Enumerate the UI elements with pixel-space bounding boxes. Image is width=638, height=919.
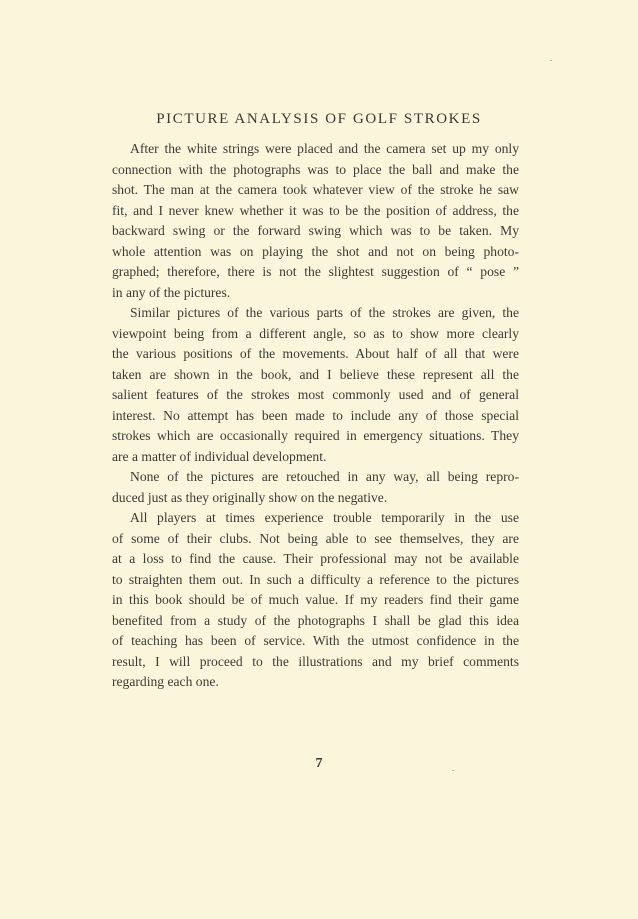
- text-line: of teaching has been of service. With the utmost confidence in the: [112, 633, 519, 648]
- text-line: backward swing or the forward swing which was to be taken. My: [112, 223, 519, 238]
- text-line: All players at times experience trouble temporarily in the use: [130, 510, 519, 525]
- text-line: duced just as they originally show on the negative.: [112, 489, 388, 505]
- text-line: taken are shown in the book, and I believe these represent all the: [112, 366, 519, 382]
- text-line: None of the pictures are retouched in any way, all being repro-: [130, 469, 519, 484]
- text-line: the various positions of the movements. About half of all that were: [112, 346, 519, 361]
- text-line: whole attention was on playing the shot and not on being photo-: [112, 243, 519, 259]
- text-line: interest. No attempt has been made to include any of those special: [112, 407, 519, 423]
- text-line: of some of their clubs. Not being able to see themselves, they are: [112, 530, 519, 546]
- text-line: in this book should be of much value. If my readers find their game: [112, 592, 519, 607]
- text-line: are a matter of individual development.: [112, 448, 327, 464]
- text-line: shot. The man at the camera took whatever view of the stroke he saw: [112, 182, 519, 197]
- text-line: connection with the photographs was to place the ball and make the: [112, 161, 519, 177]
- paper-speck: [550, 60, 552, 61]
- text-line: After the white strings were placed and the camera set up my only: [130, 141, 519, 156]
- text-line: graphed; therefore, there is not the slightest suggestion of “ pose ”: [112, 264, 519, 279]
- text-line: salient features of the strokes most commonly used and of general: [112, 387, 519, 402]
- text-line: to straighten them out. In such a difficulty a reference to the pictures: [112, 571, 519, 587]
- text-line: viewpoint being from a different angle, so as to show more clearly: [112, 325, 519, 341]
- paragraph: [112, 303, 519, 467]
- text-line: strokes which are occasionally required in emergency situations. They: [112, 428, 519, 443]
- paragraph: [112, 467, 519, 508]
- text-line: in any of the pictures.: [112, 284, 231, 300]
- text-line: result, I will proceed to the illustrations and my brief comments: [112, 653, 519, 669]
- paragraph: [112, 139, 519, 303]
- paragraph: [112, 508, 519, 693]
- page-heading: PICTURE ANALYSIS OF GOLF STROKES: [156, 111, 482, 127]
- text-line: regarding each one.: [112, 674, 219, 689]
- text-line: at a loss to find the cause. Their professional may not be available: [112, 551, 519, 566]
- text-line: benefited from a study of the photographs I shall be glad this idea: [112, 612, 519, 628]
- text-line: fit, and I never knew whether it was to be the position of address, the: [112, 202, 519, 218]
- body-text: [112, 139, 519, 693]
- page-number: 7: [315, 756, 323, 771]
- text-line: Similar pictures of the various parts of the strokes are given, the: [130, 305, 519, 320]
